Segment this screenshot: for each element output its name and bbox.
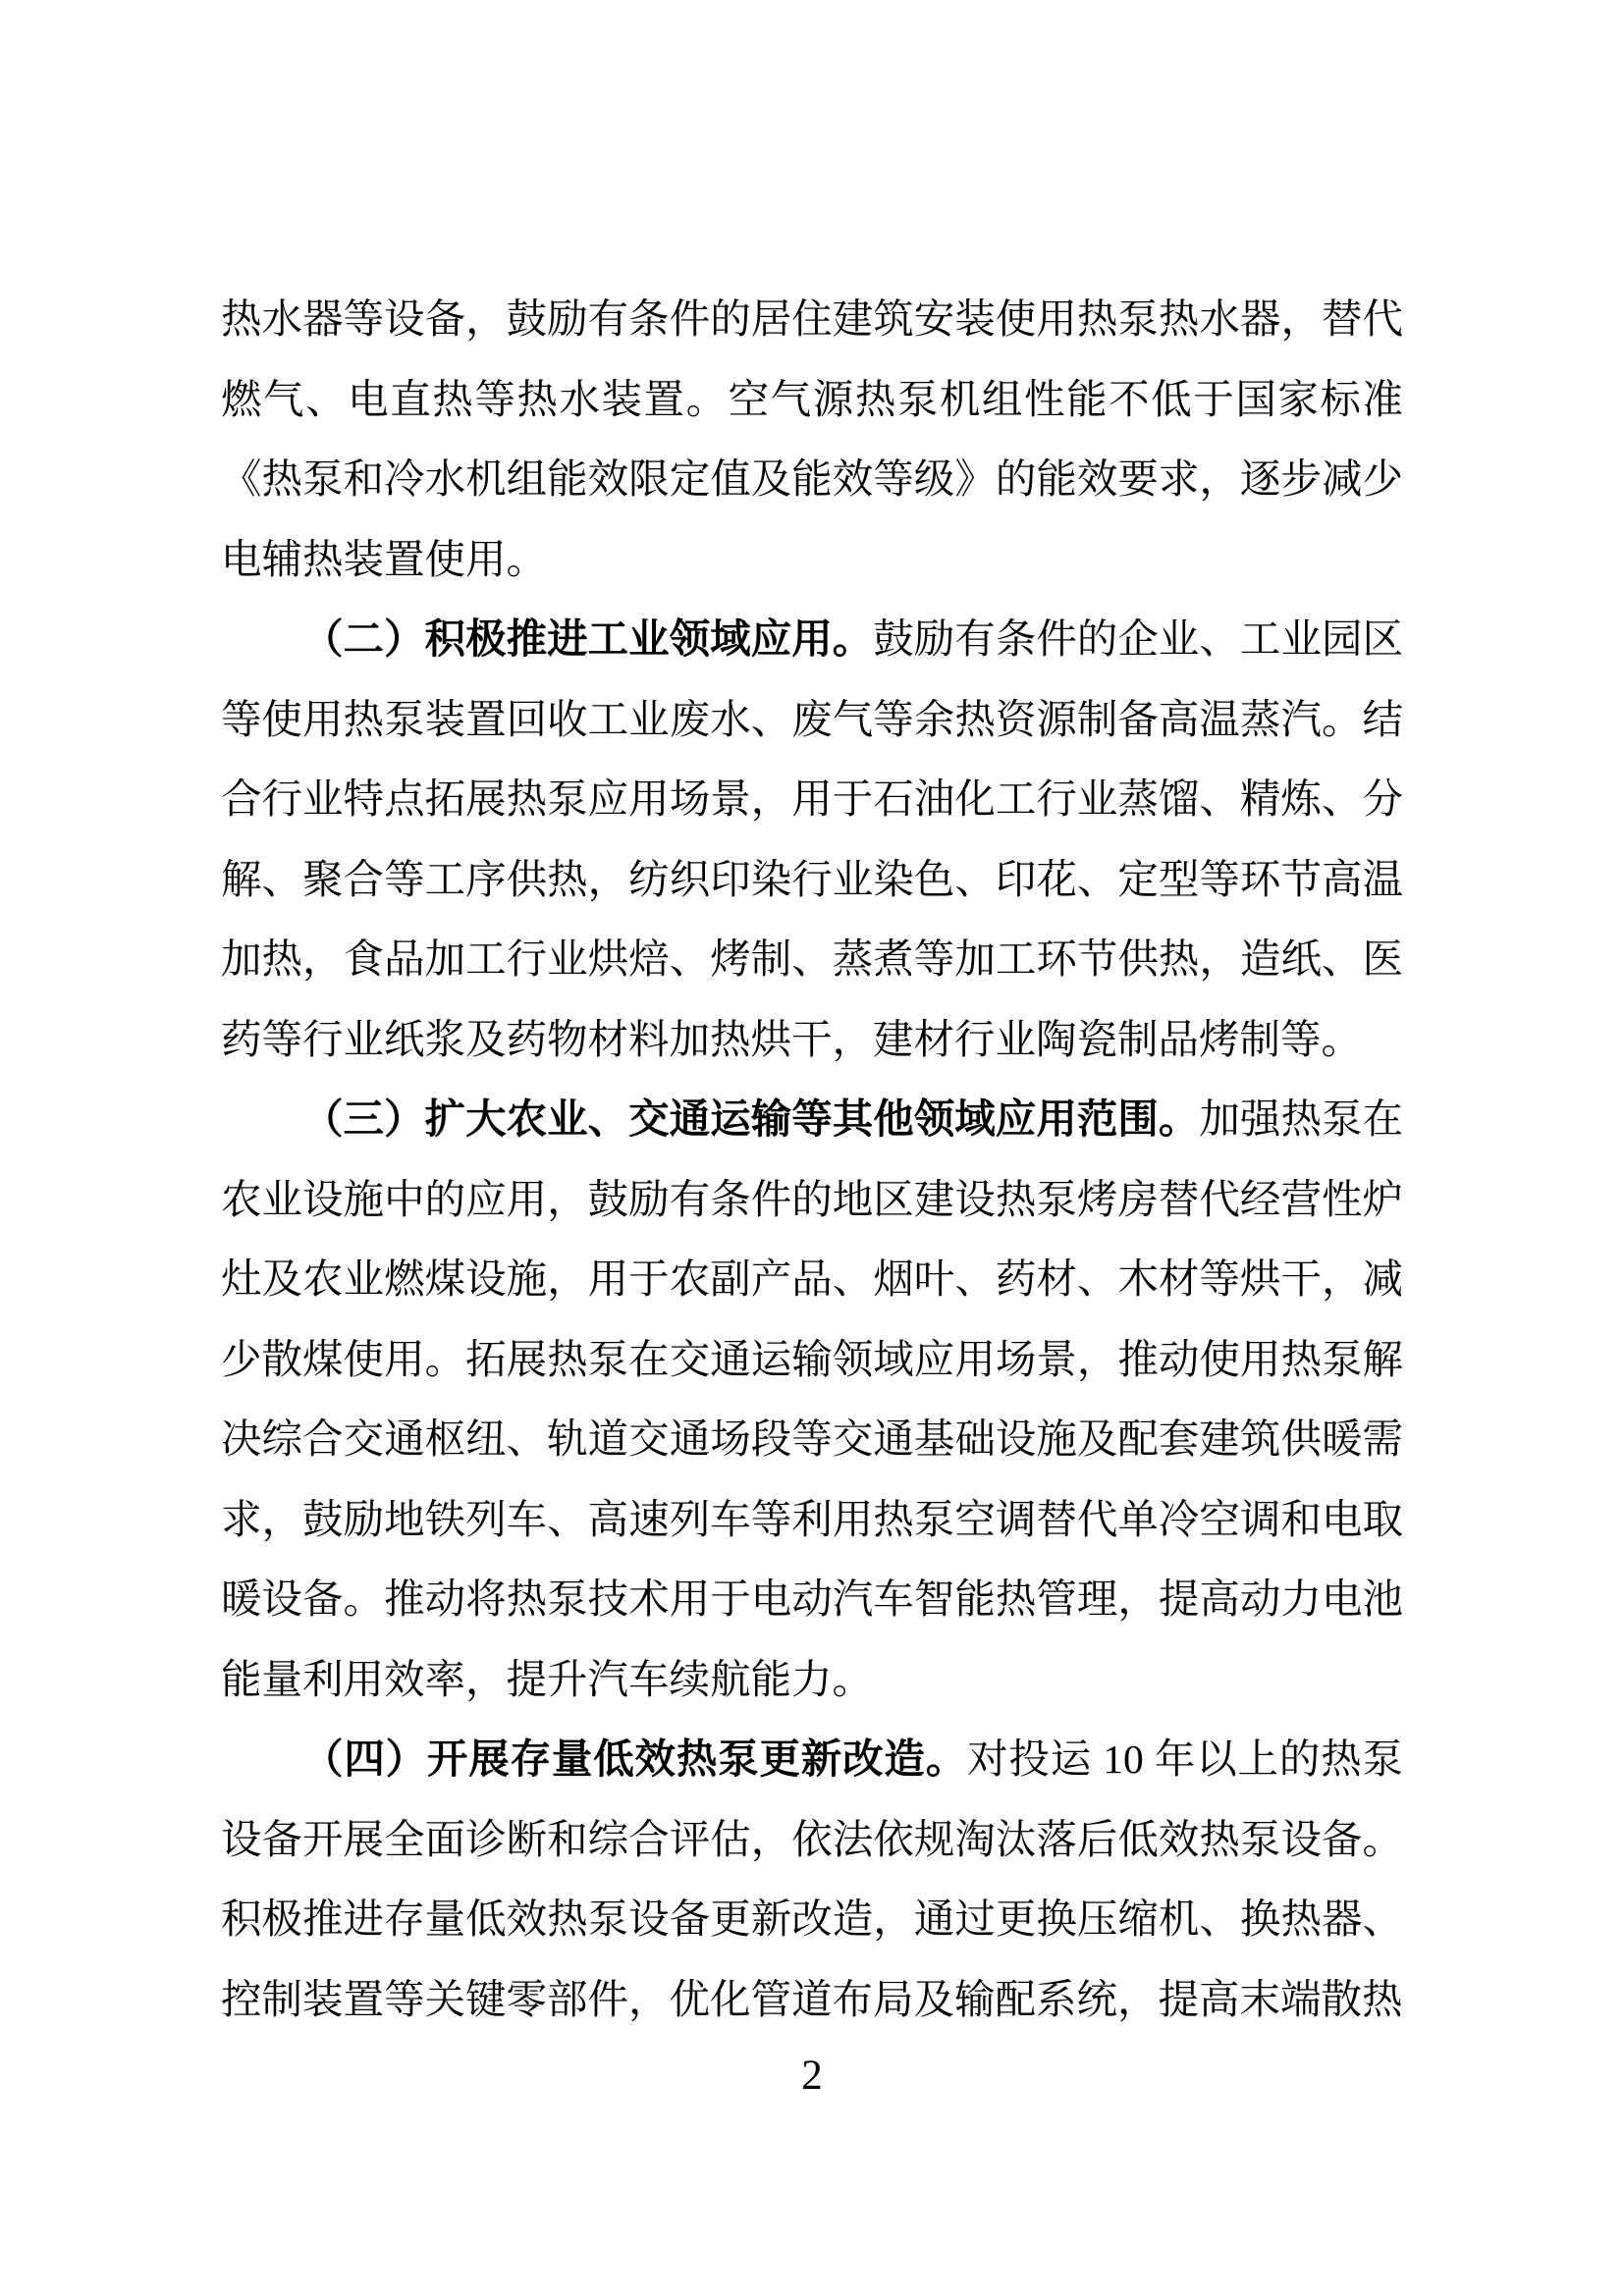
section-heading: （四）开展存量低效热泵更新改造。 — [302, 1736, 968, 1782]
paragraph — [221, 1720, 1403, 2040]
body-text: 热水器等设备，鼓励有条件的居住建筑安装使用热泵热水器，替代燃气、电直热等热水装置。空气源热泵机组性能不低于国家标准《热泵和冷水机组能效限定值及能效等级》的能效要求，逐步减少电辅热装置使用。 — [221, 296, 1403, 582]
body-text: 对投运 10 年以上的热泵设备开展全面诊断和综合评估，依法依规淘汰落后低效热泵设备。积极推进存量低效热泵设备更新改造，通过更换压缩机、换热器、控制装置等关键零部件，优化管道布局及输配系统，提高末端散热 — [221, 1736, 1403, 2022]
paragraph — [221, 1080, 1403, 1720]
body-text: 鼓励有条件的企业、工业园区等使用热泵装置回收工业废水、废气等余热资源制备高温蒸汽。结合行业特点拓展热泵应用场景，用于石油化工行业蒸馏、精炼、分解、聚合等工序供热，纺织印染行业染色、印花、定型等环节高温加热，食品加工行业烘焙、烤制、蒸煮等加工环节供热，造纸、医药等行业纸浆及药物材料加热烘干，建材行业陶瓷制品烤制等。 — [221, 616, 1403, 1062]
page-number: 2 — [801, 2053, 823, 2099]
section-heading: （三）扩大农业、交通运输等其他领域应用范围。 — [302, 1096, 1200, 1142]
section-heading: （二）积极推进工业领域应用。 — [302, 616, 874, 662]
paragraph — [221, 280, 1403, 600]
document-body — [221, 280, 1403, 2040]
paragraph — [221, 600, 1403, 1080]
body-text: 加强热泵在农业设施中的应用，鼓励有条件的地区建设热泵烤房替代经营性炉灶及农业燃煤设施，用于农副产品、烟叶、药材、木材等烘干，减少散煤使用。拓展热泵在交通运输领域应用场景，推动使用热泵解决综合交通枢纽、轨道交通场段等交通基础设施及配套建筑供暖需求，鼓励地铁列车、高速列车等利用热泵空调替代单冷空调和电取暖设备。推动将热泵技术用于电动汽车智能热管理，提高动力电池能量利用效率，提升汽车续航能力。 — [221, 1096, 1403, 1702]
